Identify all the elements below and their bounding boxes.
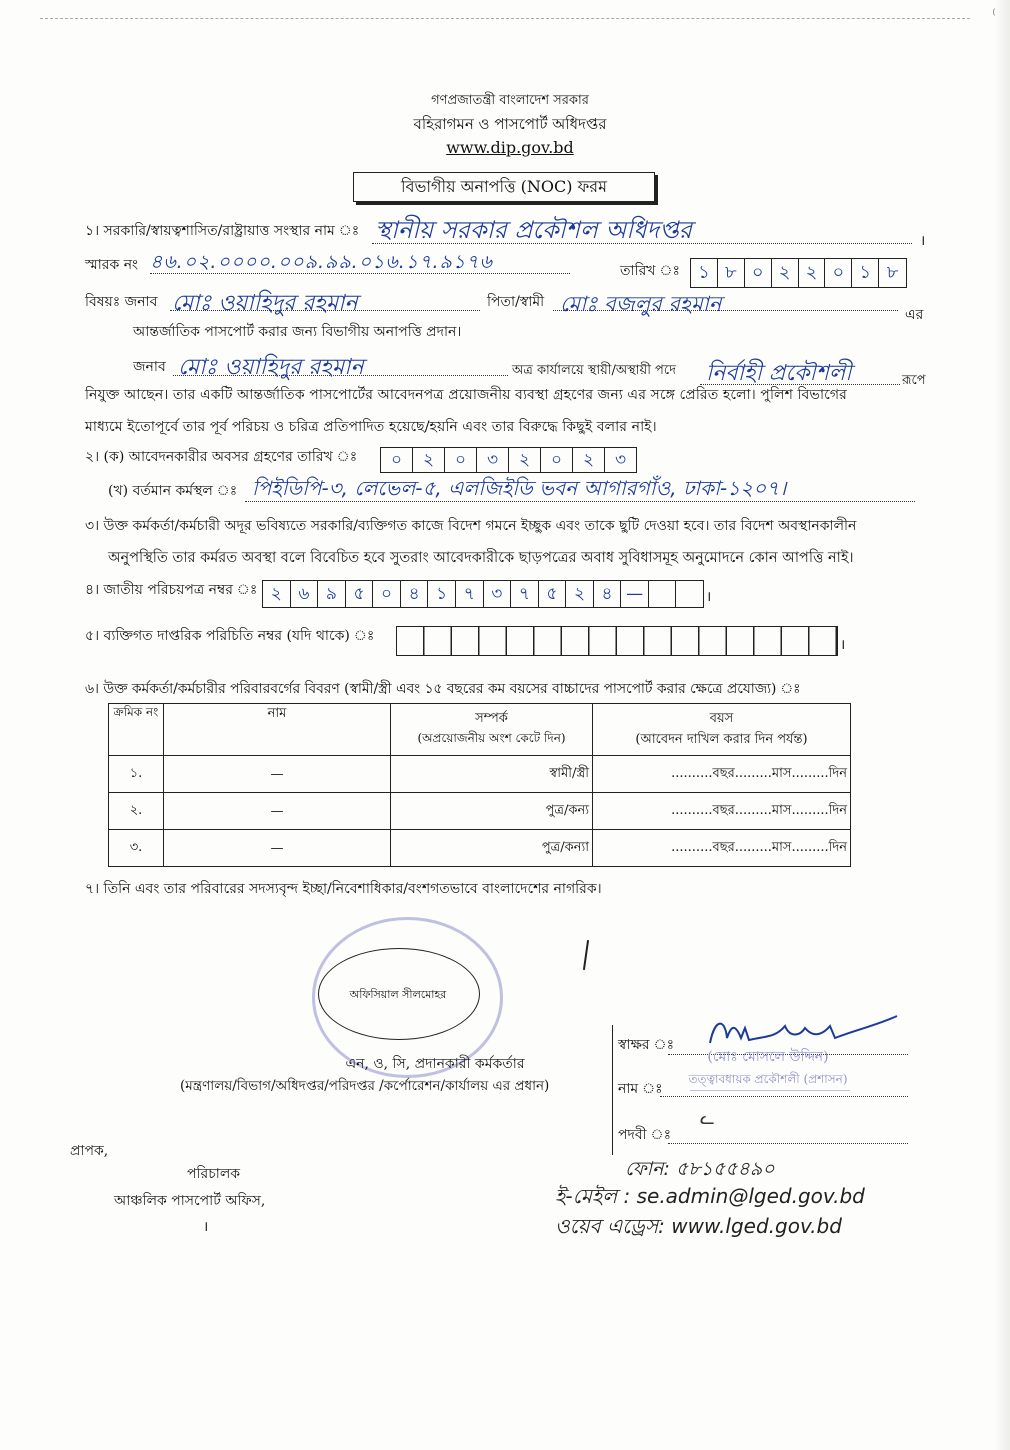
date-digit: ২ <box>772 259 799 287</box>
website: www.dip.gov.bd <box>446 138 574 157</box>
dept-title: বহিরাগমন ও পাসপোর্ট অধিদপ্তর <box>413 115 607 133</box>
noc-officer-line2: (মন্ত্রণালয়/বিভাগ/অধিদপ্তর/পরিদপ্তর /কর্পোরেশন/কার্যালয় এর প্রধান) <box>180 1078 550 1094</box>
retire-digit: ৩ <box>477 448 509 472</box>
nid-digit: ৩ <box>484 581 512 607</box>
row-serial: ৩. <box>109 830 164 867</box>
stamp-designation: তত্ত্বাবধায়ক প্রকৌশলী (প্রশাসন) <box>688 1072 848 1086</box>
noc-officer-line1: এন, ও, সি, প্রদানকারী কর্মকর্তার <box>345 1056 525 1072</box>
office-id-boxes <box>396 626 838 656</box>
org-name-value: স্থানীয় সরকার প্রকৌশল অধিদপ্তর <box>375 216 693 244</box>
scan-edge-line <box>40 18 970 19</box>
subject-label: বিষয়ঃ জনাব <box>85 294 158 310</box>
name-line <box>660 1096 908 1097</box>
subject-name: মোঃ ওয়াহিদুর রহমান <box>172 291 358 316</box>
row-name: — <box>164 756 391 793</box>
item3-line1: ৩। উক্ত কর্মকর্তা/কর্মচারী অদূর ভবিষ্যতে সরকারি/ব্যক্তিগত কাজে বিদেশ গমনে ইচ্ছুক এবং তাকে ছুটি দেওয়া হবে। তার বিদেশ অবস্থানকালীন <box>85 518 857 534</box>
col-serial-header: ক্রমিক নং <box>109 704 164 756</box>
memo-date-boxes <box>690 258 907 288</box>
recipient-title: পরিচালক <box>187 1166 241 1182</box>
relation-note: (অপ্রয়োজনীয় অংশ কেটে দিন) <box>417 731 566 745</box>
row-relation: স্বামী/স্ত্রী <box>391 756 593 793</box>
contact-email: ই-মেইল : se.admin@lged.gov.bd <box>555 1184 865 1208</box>
workplace-value: পিইডিপি-৩, লেভেল-৫, এলজিইডি ভবন আগারগাঁও, ঢাকা-১২০৭। <box>252 476 787 500</box>
date-digit: ১ <box>852 259 879 287</box>
row-name: — <box>164 793 391 830</box>
date-label: তারিখ ঃ <box>620 263 680 279</box>
table-row <box>109 793 851 830</box>
er-text: এর <box>905 307 924 323</box>
table-row <box>109 756 851 793</box>
retire-digit: ২ <box>509 448 541 472</box>
col-relation-header <box>391 704 593 756</box>
table-row <box>109 830 851 867</box>
subject-line2: আন্তর্জাতিক পাসপোর্ট করার জন্য বিভাগীয় অনাপত্তি প্রদান। <box>133 324 462 340</box>
row-serial: ১. <box>109 756 164 793</box>
rupe-text: রূপে <box>902 373 926 388</box>
nid-digit: ৫ <box>346 581 374 607</box>
office-id-label: ৫। ব্যক্তিগত দাপ্তরিক পরিচিতি নম্বর (যদি থাকে) ঃ <box>85 628 375 644</box>
date-digit: ২ <box>799 259 826 287</box>
father-name: মোঃ বজলুর রহমান <box>560 292 722 316</box>
relation-header: সম্পর্ক <box>475 711 508 726</box>
stamp-underline <box>690 1090 850 1091</box>
nid-boxes <box>262 580 704 608</box>
body-mr: জনাব <box>133 359 166 375</box>
date-digit: ০ <box>825 259 852 287</box>
age-header: বয়স <box>709 710 734 726</box>
post-value: নির্বাহী প্রকৌশলী <box>706 361 852 386</box>
nid-digit: ০ <box>373 581 401 607</box>
contact-web: ওয়েব এড্রেস: www.lged.gov.bd <box>555 1214 842 1238</box>
gov-title: গণপ্রজাতন্ত্রী বাংলাদেশ সরকার <box>431 93 589 108</box>
age-note: (আবেদন দাখিল করার দিন পর্যন্ত) <box>635 731 808 747</box>
line-end: । <box>840 637 846 653</box>
org-name-label: ১। সরকারি/স্বায়ত্বশাসিত/রাষ্ট্রায়াত্ত সংস্থার নাম ঃ <box>85 223 360 239</box>
post-label: পদবী ঃ <box>618 1127 672 1143</box>
memo-label: স্মারক নং <box>85 257 139 273</box>
contact-phone: ফোন: ৫৮১৫৫৪৯০ <box>625 1158 775 1180</box>
row-age: ..........বছর.........মাস.........দিন <box>593 756 851 793</box>
nid-digit <box>649 581 677 607</box>
nid-digit: ৭ <box>511 581 539 607</box>
item3-line2: অনুপস্থিতি তার কর্মরত অবস্থা বলে বিবেচিত হবে সুতরাং আবেদকারীকে ছাড়পত্রের অবাধ সুবিধাসমূহ অনুমোদনে কোন আপত্তি নাই। <box>108 550 854 566</box>
recipient-mark: । <box>203 1219 209 1235</box>
date-digit: ১ <box>691 259 718 287</box>
retire-digit: ২ <box>413 448 445 472</box>
nid-digit: ৯ <box>318 581 346 607</box>
row-age: ..........বছর.........মাস.........দিন <box>593 830 851 867</box>
retire-digit: ২ <box>573 448 605 472</box>
nid-digit: ১ <box>428 581 456 607</box>
body-mid: অত্র কার্যালয়ে স্থায়ী/অস্থায়ী পদে <box>512 363 676 378</box>
workplace-label: (খ) বর্তমান কর্মস্থল ঃ <box>108 483 238 499</box>
form-title: বিভাগীয় অনাপত্তি (NOC) ফরম <box>353 172 655 202</box>
nid-digit: ৪ <box>401 581 429 607</box>
initial-mark: ᓚ <box>700 1108 716 1129</box>
body-name: মোঃ ওয়াহিদুর রহমান <box>178 355 364 380</box>
body-line2: নিযুক্ত আছেন। তার একটি আন্তর্জাতিক পাসপোর্টের আবেদনপত্র প্রয়োজনীয় ব্যবস্থা গ্রহণের জন্য এর সঙ্গে প্রেরিত হলো। পুলিশ বিভাগের <box>85 387 847 403</box>
row-relation: পুত্র/কন্য <box>391 793 593 830</box>
retire-date-boxes <box>380 447 637 473</box>
sign-label: স্বাক্ষর ঃ <box>618 1037 675 1053</box>
row-serial: ২. <box>109 793 164 830</box>
post-line <box>668 1143 908 1144</box>
date-digit: ০ <box>745 259 772 287</box>
memo-value: ৪৬.০২.০০০০.০০৯.৯৯.০১৬.১৭.৯১৭৬ <box>150 251 493 273</box>
family-table <box>108 703 851 867</box>
family-label: ৬। উক্ত কর্মকর্তা/কর্মচারীর পরিবারবর্গের বিবরণ (স্বামী/স্ত্রী এবং ১৫ বছরের কম বয়সের বাচ্চাদের পাসপোর্ট করার ক্ষেত্রে প্রযোজ্য) ঃ <box>85 681 801 697</box>
nid-digit: ৪ <box>594 581 622 607</box>
retire-digit: ০ <box>445 448 477 472</box>
citizenship-statement: ৭। তিনি এবং তার পরিবারের সদস্যবৃন্দ ইচ্ছা/নিবেশাধিকার/বংশগতভাবে বাংলাদেশের নাগরিক। <box>85 881 602 897</box>
retire-digit: ০ <box>541 448 573 472</box>
line-end: । <box>920 233 926 249</box>
nid-label: ৪। জাতীয় পরিচয়পত্র নম্বর ঃ <box>85 582 258 598</box>
date-digit: ৮ <box>886 262 899 283</box>
retire-digit: ৩ <box>614 450 627 470</box>
line-end: । <box>706 589 712 605</box>
row-relation: পুত্র/কন্যা <box>391 830 593 867</box>
nid-digit: ২ <box>566 581 594 607</box>
seal-label: অফিসিয়াল সীলমোহর <box>349 988 447 1001</box>
date-digit: ৮ <box>718 259 745 287</box>
recipient-to: প্রাপক, <box>70 1143 109 1159</box>
nid-digit: — <box>621 581 649 607</box>
retire-label: ২। (ক) আবেদনকারীর অবসর গ্রহণের তারিখ ঃ <box>85 449 358 465</box>
nid-digit: ৬ <box>291 581 319 607</box>
col-name-header: নাম <box>164 704 391 756</box>
stamp-name: (মোঃ মোসলে উদ্দিন) <box>707 1049 829 1065</box>
row-age: ..........বছর.........মাস.........দিন <box>593 793 851 830</box>
col-age-header <box>593 704 851 756</box>
father-label: পিতা/স্বামী <box>487 294 545 310</box>
ink-stroke <box>583 940 589 970</box>
nid-digit <box>676 581 703 607</box>
body-line3: মাধ্যমে ইতোপূর্বে তার পূর্ব পরিচয় ও চরিত্র প্রতিপাদিত হয়েছে/হয়নি এবং তার বিরুদ্ধে কিছুই বলার নাই। <box>85 419 657 435</box>
row-name: — <box>164 830 391 867</box>
name-label: নাম ঃ <box>618 1081 663 1097</box>
nid-digit: ৫ <box>539 581 567 607</box>
retire-digit: ০ <box>381 448 413 472</box>
nid-digit: ২ <box>263 581 291 607</box>
scan-edge-right <box>995 0 1010 1450</box>
nid-digit: ৭ <box>456 581 484 607</box>
recipient-office: আঞ্চলিক পাসপোর্ট অফিস, <box>114 1193 266 1209</box>
